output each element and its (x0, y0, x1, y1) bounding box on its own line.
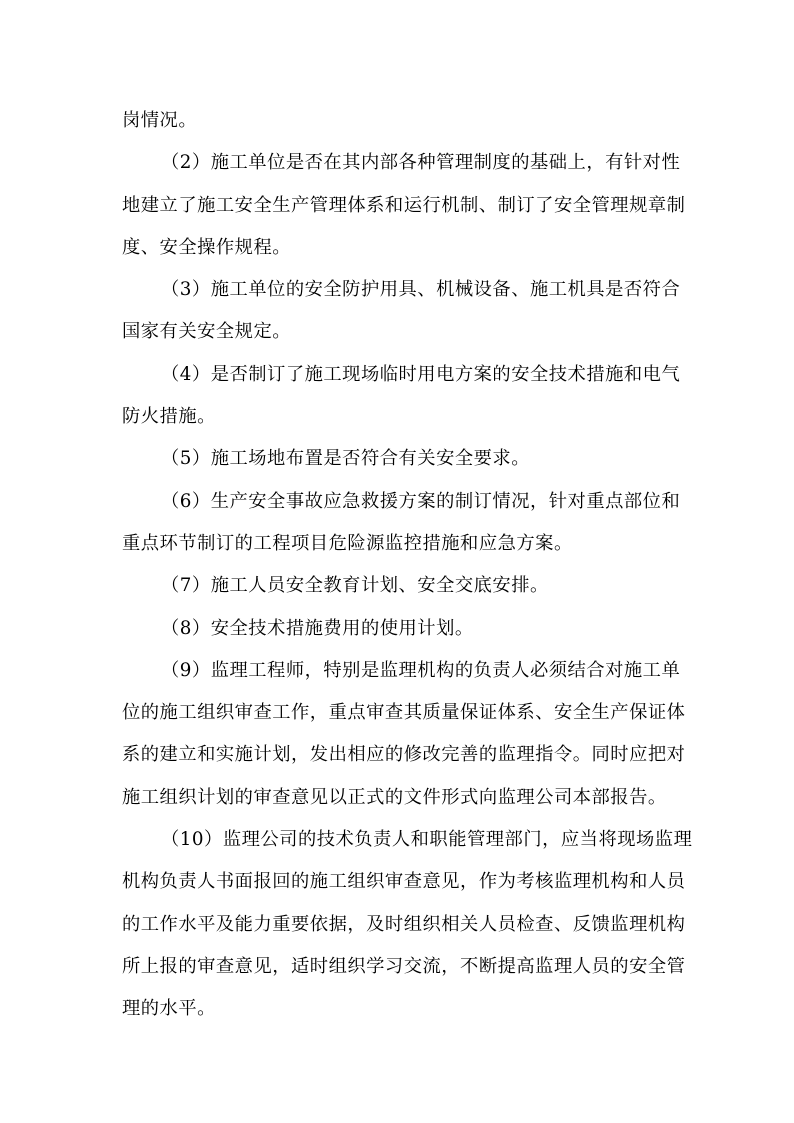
item-2-line-3: 度、安全操作规程。 (122, 236, 292, 258)
item-6-line-1: （6）生产安全事故应急救援方案的制订情况，针对重点部位和 (161, 490, 681, 512)
item-10-line-4: 所上报的审查意见，适时组织学习交流，不断提高监理人员的安全管 (122, 955, 686, 977)
item-2-line-2: 地建立了施工安全生产管理体系和运行机制、制订了安全管理规章制 (122, 194, 686, 216)
item-9-line-4: 施工组织计划的审查意见以正式的文件形式向监理公司本部报告。 (122, 786, 667, 808)
item-9-line-1: （9）监理工程师，特别是监理机构的负责人必须结合对施工单 (161, 659, 681, 681)
item-6-line-2: 重点环节制订的工程项目危险源监控措施和应急方案。 (122, 532, 573, 554)
item-10-line-2: 机构负责人书面报回的施工组织审查意见，作为考核监理机构和人员 (122, 871, 686, 893)
document-body (122, 100, 693, 1031)
item-8-line-1: （8）安全技术措施费用的使用计划。 (161, 617, 474, 639)
item-4-line-1: （4）是否制订了施工现场临时用电方案的安全技术措施和电气 (161, 363, 681, 385)
item-5-line-1: （5）施工场地布置是否符合有关安全要求。 (161, 448, 530, 470)
item-4-line-2: 防火措施。 (122, 406, 216, 428)
item-3-line-1: （3）施工单位的安全防护用具、机械设备、施工机具是否符合 (161, 279, 681, 301)
item-2-line-1: （2）施工单位是否在其内部各种管理制度的基础上，有针对性 (161, 152, 681, 174)
item-10-line-3: 的工作水平及能力重要依据，及时组织相关人员检查、反馈监理机构 (122, 913, 686, 935)
item-7-line-1: （7）施工人员安全教育计划、安全交底安排。 (161, 575, 549, 597)
text-line: 岗情况。 (122, 110, 198, 131)
item-9-line-3: 系的建立和实施计划，发出相应的修改完善的监理指令。同时应把对 (122, 744, 686, 766)
item-10-line-5: 理的水平。 (122, 998, 216, 1020)
item-10-line-1: （10）监理公司的技术负责人和职能管理部门，应当将现场监理 (161, 829, 693, 851)
item-3-line-2: 国家有关安全规定。 (122, 321, 292, 343)
item-9-line-2: 位的施工组织审查工作，重点审查其质量保证体系、安全生产保证体 (122, 702, 686, 724)
